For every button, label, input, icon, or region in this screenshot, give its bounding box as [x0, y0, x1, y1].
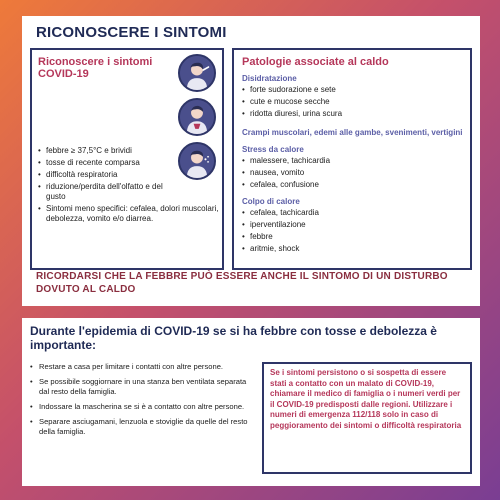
- covid-symptoms-box: [30, 48, 224, 270]
- list-item: • riduzione/perdita dell'olfatto e del gusto: [38, 182, 174, 202]
- contact-info-box: [262, 362, 472, 474]
- list-item: • aritmie, shock: [242, 244, 468, 254]
- list-item: • febbre: [242, 232, 468, 242]
- advice-title: Durante l'epidemia di COVID-19 se si ha febbre con tosse e debolezza è importante:: [30, 324, 437, 352]
- list-item: • Sintomi meno specifici: cefalea, dolori muscolari, debolezza, vomito e/o diarrea.: [38, 204, 220, 224]
- section-heading: Crampi muscolari, edemi alle gambe, svenimenti, vertigini: [242, 128, 463, 137]
- section-heading: Stress da calore: [242, 145, 304, 154]
- section-heading: Colpo di calore: [242, 197, 300, 206]
- list-item: • cefalea, confusione: [242, 180, 468, 190]
- list-item: • Separare asciugamani, lenzuola e stoviglie da quelle del resto della famiglia.: [30, 417, 258, 437]
- symptoms-panel: [22, 16, 480, 306]
- list-item: • malessere, tachicardia: [242, 156, 468, 166]
- list-item: • cute e mucose secche: [242, 97, 468, 107]
- list-item: • Indossare la mascherina se si è a contatto con altre persone.: [30, 402, 258, 412]
- covid-symptoms-list: [38, 146, 220, 226]
- list-item: • febbre ≥ 37,5°C e brividi: [38, 146, 174, 156]
- heat-section-dehydration: [242, 74, 468, 121]
- list-item: • cefalea, tachicardia: [242, 208, 468, 218]
- section-heading: Disidratazione: [242, 74, 297, 83]
- fever-person-icon: [178, 54, 216, 92]
- list-item: • ridotta diuresi, urina scura: [242, 109, 468, 119]
- heat-section-cramps: [242, 128, 468, 139]
- advice-panel: [22, 318, 480, 486]
- page-title: RICONOSCERE I SINTOMI: [36, 24, 227, 41]
- list-item: • Restare a casa per limitare i contatti con altre persone.: [30, 362, 258, 372]
- list-item: • forte sudorazione e sete: [242, 85, 468, 95]
- list-item: • difficoltà respiratoria: [38, 170, 174, 180]
- advice-list: [30, 362, 258, 442]
- list-item: • nausea, vomito: [242, 168, 468, 178]
- list-item: • iperventilazione: [242, 220, 468, 230]
- covid-symptoms-title: Riconoscere i sintomi COVID-19: [38, 56, 153, 80]
- list-item: • Se possibile soggiornare in una stanza ben ventilata separata dal resto della famiglia.: [30, 377, 258, 397]
- breathing-difficulty-icon: [178, 98, 216, 136]
- list-item: • tosse di recente comparsa: [38, 158, 174, 168]
- heat-section-heatstroke: [242, 197, 468, 256]
- contact-info-text: Se i sintomi persistono o si sospetta di essere stati a contatto con un malato di COVID-19, chiamare il medico di famiglia o i numeri verdi per il COVID-19 predisposti dalle regioni. Utilizzare i numeri di emergenza 112/118 solo in caso di peggioramento dei sintomi o difficoltà respiratoria: [270, 368, 462, 430]
- heat-pathologies-box: [232, 48, 472, 270]
- heat-pathologies-title: Patologie associate al caldo: [242, 56, 389, 68]
- fever-heat-warning: RICORDARSI CHE LA FEBBRE PUÒ ESSERE ANCHE IL SINTOMO DI UN DISTURBO DOVUTO AL CALDO: [36, 271, 448, 295]
- heat-section-heat-stress: [242, 145, 468, 192]
